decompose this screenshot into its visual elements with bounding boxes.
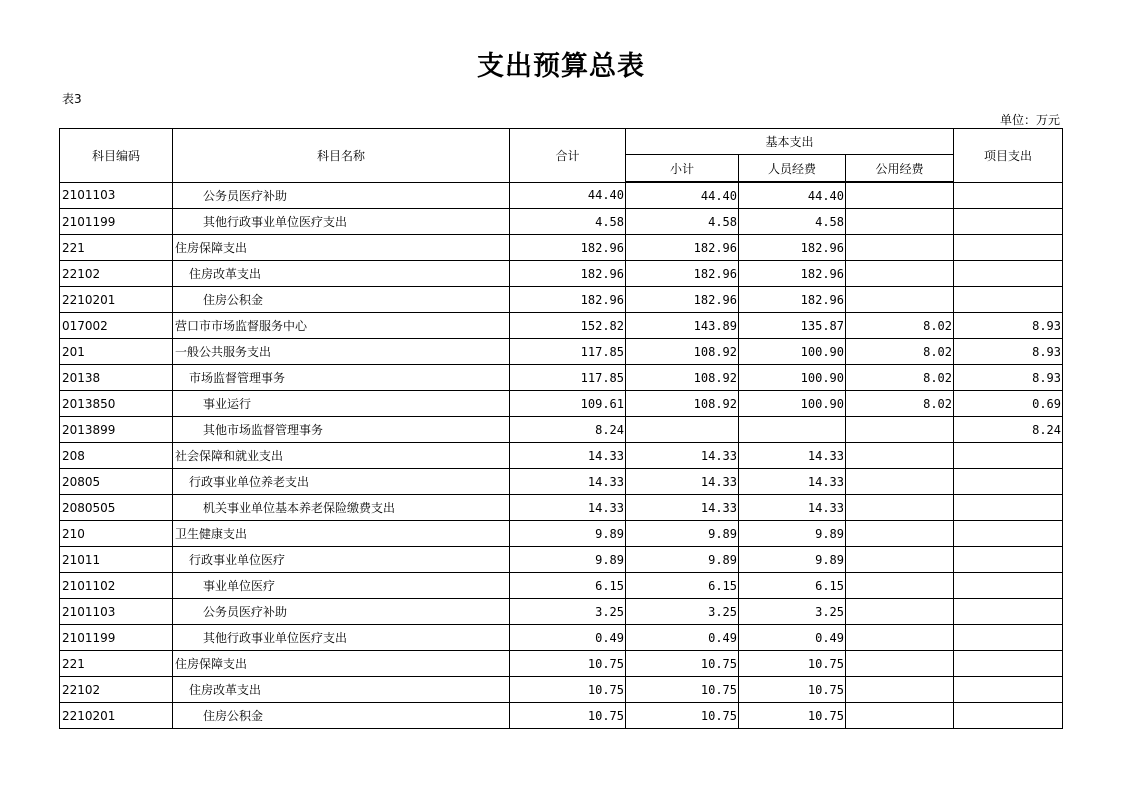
cell-total: 44.40 (510, 182, 626, 209)
cell-subtotal: 9.89 (626, 547, 739, 573)
cell-code: 221 (60, 235, 173, 261)
cell-subtotal: 108.92 (626, 365, 739, 391)
cell-code: 21011 (60, 547, 173, 573)
cell-total: 9.89 (510, 547, 626, 573)
cell-public (846, 521, 954, 547)
header-code: 科目编码 (60, 129, 173, 183)
cell-public (846, 651, 954, 677)
cell-public (846, 547, 954, 573)
cell-code: 2013850 (60, 391, 173, 417)
cell-project (954, 573, 1063, 599)
cell-name: 其他行政事业单位医疗支出 (173, 625, 510, 651)
cell-subtotal: 10.75 (626, 703, 739, 729)
cell-total: 182.96 (510, 235, 626, 261)
cell-personnel: 10.75 (739, 651, 846, 677)
cell-project (954, 261, 1063, 287)
budget-table (59, 128, 1063, 729)
table-row (60, 443, 1063, 469)
cell-total: 14.33 (510, 469, 626, 495)
cell-personnel: 4.58 (739, 209, 846, 235)
cell-name: 一般公共服务支出 (173, 339, 510, 365)
cell-subtotal: 6.15 (626, 573, 739, 599)
cell-name: 事业单位医疗 (173, 573, 510, 599)
cell-project: 0.69 (954, 391, 1063, 417)
cell-name: 营口市市场监督服务中心 (173, 313, 510, 339)
header-subtotal: 小计 (626, 155, 739, 183)
cell-name: 行政事业单位养老支出 (173, 469, 510, 495)
unit-label: 单位：万元 (999, 113, 1060, 127)
cell-total: 14.33 (510, 495, 626, 521)
cell-name: 机关事业单位基本养老保险缴费支出 (173, 495, 510, 521)
cell-project (954, 495, 1063, 521)
cell-total: 117.85 (510, 365, 626, 391)
cell-personnel: 14.33 (739, 443, 846, 469)
cell-public (846, 573, 954, 599)
cell-name: 其他市场监督管理事务 (173, 417, 510, 443)
cell-public (846, 235, 954, 261)
cell-public (846, 495, 954, 521)
table-row (60, 703, 1063, 729)
table-number: 表3 (62, 92, 82, 106)
cell-public (846, 625, 954, 651)
header-total: 合计 (510, 129, 626, 183)
cell-total: 0.49 (510, 625, 626, 651)
cell-total: 10.75 (510, 703, 626, 729)
page-title: 支出预算总表 (477, 51, 645, 82)
cell-code: 22102 (60, 261, 173, 287)
cell-subtotal: 10.75 (626, 651, 739, 677)
cell-name: 市场监督管理事务 (173, 365, 510, 391)
cell-project (954, 235, 1063, 261)
cell-personnel: 9.89 (739, 521, 846, 547)
cell-code: 2101102 (60, 573, 173, 599)
cell-code: 210 (60, 521, 173, 547)
cell-personnel: 14.33 (739, 495, 846, 521)
cell-code: 201 (60, 339, 173, 365)
cell-total: 109.61 (510, 391, 626, 417)
cell-subtotal: 3.25 (626, 599, 739, 625)
cell-personnel: 44.40 (739, 182, 846, 209)
cell-personnel (739, 417, 846, 443)
cell-project (954, 677, 1063, 703)
cell-personnel: 0.49 (739, 625, 846, 651)
cell-subtotal: 14.33 (626, 469, 739, 495)
table-row (60, 469, 1063, 495)
cell-total: 182.96 (510, 287, 626, 313)
cell-code: 221 (60, 651, 173, 677)
cell-public (846, 599, 954, 625)
cell-personnel: 182.96 (739, 235, 846, 261)
cell-personnel: 100.90 (739, 339, 846, 365)
cell-subtotal (626, 417, 739, 443)
table-row (60, 495, 1063, 521)
table-row (60, 521, 1063, 547)
cell-total: 8.24 (510, 417, 626, 443)
cell-total: 9.89 (510, 521, 626, 547)
cell-name: 行政事业单位医疗 (173, 547, 510, 573)
cell-subtotal: 182.96 (626, 287, 739, 313)
cell-public: 8.02 (846, 391, 954, 417)
header-basic: 基本支出 (626, 129, 954, 155)
cell-personnel: 3.25 (739, 599, 846, 625)
cell-personnel: 182.96 (739, 261, 846, 287)
cell-subtotal: 9.89 (626, 521, 739, 547)
cell-personnel: 14.33 (739, 469, 846, 495)
table-row (60, 599, 1063, 625)
cell-project (954, 209, 1063, 235)
cell-subtotal: 0.49 (626, 625, 739, 651)
table-row (60, 417, 1063, 443)
cell-personnel: 10.75 (739, 703, 846, 729)
cell-code: 20805 (60, 469, 173, 495)
cell-personnel: 6.15 (739, 573, 846, 599)
cell-name: 住房保障支出 (173, 235, 510, 261)
cell-total: 152.82 (510, 313, 626, 339)
cell-public (846, 209, 954, 235)
header-name: 科目名称 (173, 129, 510, 183)
cell-project (954, 651, 1063, 677)
cell-public (846, 677, 954, 703)
cell-project (954, 625, 1063, 651)
cell-project: 8.93 (954, 313, 1063, 339)
cell-project (954, 703, 1063, 729)
cell-personnel: 10.75 (739, 677, 846, 703)
cell-code: 017002 (60, 313, 173, 339)
table-row (60, 287, 1063, 313)
cell-code: 2101103 (60, 599, 173, 625)
cell-name: 住房保障支出 (173, 651, 510, 677)
cell-project (954, 443, 1063, 469)
cell-code: 2080505 (60, 495, 173, 521)
cell-total: 182.96 (510, 261, 626, 287)
cell-project (954, 521, 1063, 547)
table-row (60, 209, 1063, 235)
cell-public: 8.02 (846, 313, 954, 339)
cell-code: 2101199 (60, 625, 173, 651)
cell-total: 117.85 (510, 339, 626, 365)
cell-project: 8.24 (954, 417, 1063, 443)
cell-name: 公务员医疗补助 (173, 599, 510, 625)
cell-code: 2210201 (60, 703, 173, 729)
header-personnel: 人员经费 (739, 155, 846, 183)
table-row (60, 339, 1063, 365)
cell-public: 8.02 (846, 365, 954, 391)
cell-project (954, 287, 1063, 313)
cell-subtotal: 108.92 (626, 339, 739, 365)
cell-name: 卫生健康支出 (173, 521, 510, 547)
header-public: 公用经费 (846, 155, 954, 183)
cell-personnel: 135.87 (739, 313, 846, 339)
table-row (60, 313, 1063, 339)
cell-name: 住房公积金 (173, 703, 510, 729)
cell-public (846, 443, 954, 469)
cell-total: 3.25 (510, 599, 626, 625)
cell-personnel: 100.90 (739, 365, 846, 391)
table-row (60, 391, 1063, 417)
cell-code: 208 (60, 443, 173, 469)
table-row (60, 261, 1063, 287)
table-row (60, 573, 1063, 599)
cell-personnel: 100.90 (739, 391, 846, 417)
cell-subtotal: 44.40 (626, 182, 739, 209)
cell-subtotal: 182.96 (626, 235, 739, 261)
cell-project: 8.93 (954, 339, 1063, 365)
cell-total: 14.33 (510, 443, 626, 469)
cell-personnel: 182.96 (739, 287, 846, 313)
cell-name: 其他行政事业单位医疗支出 (173, 209, 510, 235)
cell-name: 住房改革支出 (173, 677, 510, 703)
cell-subtotal: 143.89 (626, 313, 739, 339)
cell-public (846, 182, 954, 209)
cell-total: 4.58 (510, 209, 626, 235)
cell-public (846, 417, 954, 443)
cell-code: 2013899 (60, 417, 173, 443)
cell-name: 社会保障和就业支出 (173, 443, 510, 469)
cell-code: 2101103 (60, 182, 173, 209)
table-row (60, 677, 1063, 703)
cell-name: 住房公积金 (173, 287, 510, 313)
cell-project (954, 182, 1063, 209)
cell-total: 10.75 (510, 651, 626, 677)
header-project: 项目支出 (954, 129, 1063, 183)
cell-code: 22102 (60, 677, 173, 703)
cell-public (846, 469, 954, 495)
table-row (60, 235, 1063, 261)
cell-project (954, 547, 1063, 573)
table-row (60, 182, 1063, 209)
cell-subtotal: 182.96 (626, 261, 739, 287)
cell-public: 8.02 (846, 339, 954, 365)
table-row (60, 365, 1063, 391)
cell-public (846, 287, 954, 313)
table-row (60, 625, 1063, 651)
cell-subtotal: 108.92 (626, 391, 739, 417)
cell-name: 公务员医疗补助 (173, 182, 510, 209)
cell-code: 2210201 (60, 287, 173, 313)
cell-subtotal: 10.75 (626, 677, 739, 703)
cell-subtotal: 14.33 (626, 495, 739, 521)
table-row (60, 547, 1063, 573)
cell-public (846, 261, 954, 287)
cell-project (954, 469, 1063, 495)
table-header (60, 129, 1063, 183)
cell-total: 6.15 (510, 573, 626, 599)
cell-public (846, 703, 954, 729)
cell-total: 10.75 (510, 677, 626, 703)
cell-subtotal: 4.58 (626, 209, 739, 235)
cell-project (954, 599, 1063, 625)
cell-code: 20138 (60, 365, 173, 391)
cell-name: 住房改革支出 (173, 261, 510, 287)
cell-code: 2101199 (60, 209, 173, 235)
table-row (60, 651, 1063, 677)
table-body (60, 182, 1063, 729)
cell-subtotal: 14.33 (626, 443, 739, 469)
cell-name: 事业运行 (173, 391, 510, 417)
cell-personnel: 9.89 (739, 547, 846, 573)
cell-project: 8.93 (954, 365, 1063, 391)
